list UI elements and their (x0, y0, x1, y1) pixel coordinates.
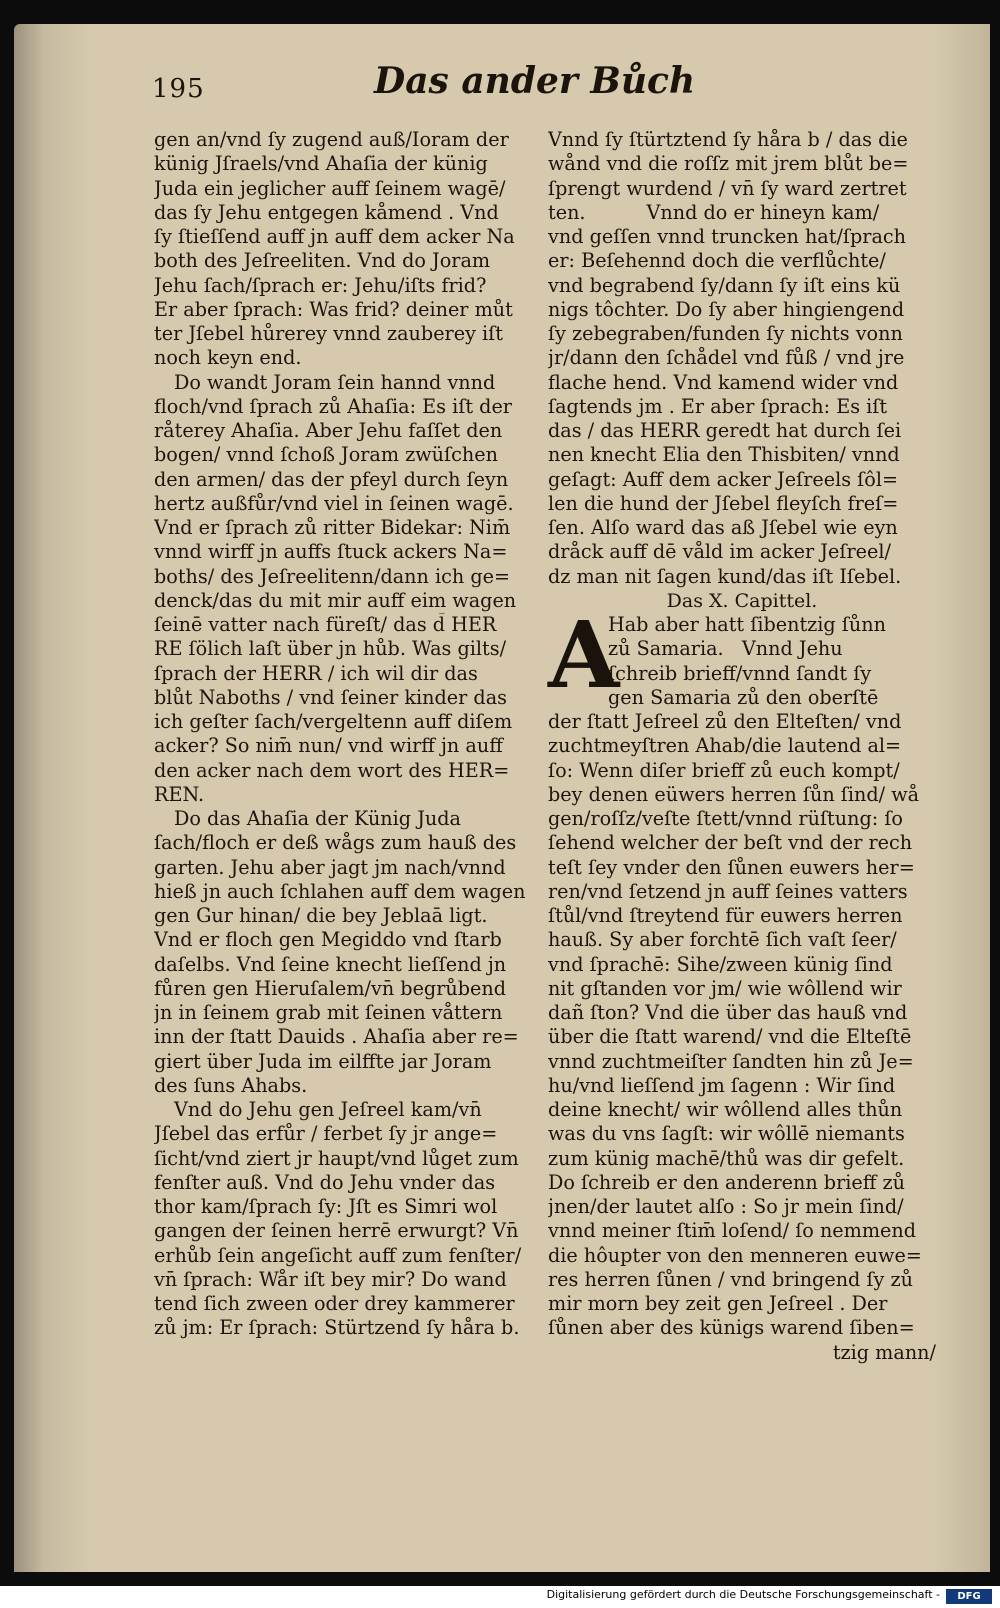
text-line: gen Gur hinan/ die bey Jeblaā ligt. (154, 904, 488, 927)
text-line: hertz außfůr/vnd viel in ſeinen wagē. (154, 491, 514, 515)
text-line: mir morn bey zeit gen Jeſreel . Der (548, 1292, 888, 1315)
text-line: ſo: Wenn diſer brieff zů euch kompt/ (548, 758, 900, 782)
text-line: den armen/ das der pfeyl durch ſeyn (154, 467, 509, 491)
book-page (14, 24, 990, 1572)
text-line: des ſuns Ahabs. (154, 1073, 308, 1097)
text-line: REN. (154, 782, 205, 806)
text-line: künig Jſraels/vnd Ahaſia der künig (154, 152, 488, 176)
text-line: gen Samaria zů den oberſtē (608, 685, 879, 709)
text-line: ſagtends jm . Er aber ſprach: Es iſt (548, 394, 888, 418)
text-line: nigs tôchter. Do ſy aber hingiengend (548, 297, 905, 321)
text-line: jnen/der lautet alſo : So jr mein ſind/ (548, 1195, 904, 1218)
text-line: über die ſtatt warend/ vnd die Elteſtē (548, 1025, 912, 1049)
running-head: Das ander Bůch (374, 60, 696, 102)
text-line: nit gſtanden vor jm/ wie wôllend wir (548, 976, 902, 1000)
text-line: thor kam/ſprach ſy: Jſt es Simri wol (154, 1195, 498, 1218)
text-line: dråck auff dē våld im acker Jeſreel/ (548, 540, 891, 564)
text-line: deine knecht/ wir wôllend alles thůn (548, 1098, 903, 1121)
text-line: dz man nit ſagen kund/das iſt Iſebel. (548, 564, 902, 588)
text-line: die hôupter von den menneren euwe= (548, 1243, 922, 1267)
text-line: den acker nach dem wort des HER= (154, 758, 510, 782)
text-line: ſicht/vnd ziert jr haupt/vnd lůget zum (154, 1146, 519, 1170)
text-line: ſchreib brieff/vnnd ſandt ſy (608, 661, 872, 685)
text-line: bey denen eüwers herren ſůn ſind/ wå (548, 782, 920, 806)
text-line: ſeinē vatter nach füreſt/ das d̄ HER (154, 613, 497, 636)
text-line: dañ ſton? Vnd die über das hauß vnd (548, 1001, 908, 1024)
text-line: teſt ſey vnder den ſůnen euwers her= (548, 855, 915, 879)
text-line: Er aber ſprach: Was frid? deiner můt (154, 297, 513, 321)
text-line: das ſy Jehu entgegen kåmend . Vnd (154, 200, 499, 224)
text-line: vnd begrabend ſy/dann ſy iſt eins kü (548, 273, 901, 297)
text-line: both des Jeſreeliten. Vnd do Joram (154, 249, 491, 273)
left-text-column (154, 128, 530, 1341)
text-line: zuchtmeyſtren Ahab/die lautend al= (548, 734, 902, 758)
text-line: jn in ſeinem grab mit ſeinen våttern (154, 1001, 503, 1024)
drop-cap-paragraph (548, 601, 936, 710)
text-line: Do ſchreib er den anderenn brieff zů (548, 1170, 905, 1194)
drop-cap-letter: A (548, 601, 620, 709)
text-line: daſelbs. Vnd ſeine knecht lieſſend jn (154, 952, 507, 976)
text-line: blůt Naboths / vnd ſeiner kinder das (154, 685, 507, 709)
text-line: ſach/floch er deß wågs zum hauß des (154, 831, 517, 855)
text-line: ten. Vnnd do er hineyn kam/ (548, 200, 880, 224)
text-line: Juda ein jeglicher auff ſeinem wagē/ (154, 176, 506, 200)
text-line: vnnd zuchtmeiſter ſandten hin zů Je= (548, 1049, 914, 1073)
text-line: denck/das du mit mir auff eim wagen (154, 588, 517, 612)
text-line: acker? So nim̄ nun/ vnd wirff jn auff (154, 734, 503, 758)
text-line: tend ſich zween oder drey kammerer (154, 1292, 515, 1315)
text-line: giert über Juda im eilffte jar Joram (154, 1049, 492, 1073)
text-line: Vnd er ſprach zů ritter Bidekar: Nim̄ (154, 516, 511, 539)
text-line: boths/ des Jeſreelitenn/dann ich ge= (154, 564, 511, 588)
text-line: zum künig machē/thů was dir gefelt. (548, 1146, 905, 1170)
text-line: ſy zebegraben/funden ſy nichts vonn (548, 322, 903, 345)
text-line: ſehend welcher der beſt vnd der rech (548, 831, 913, 855)
text-line: Jehu ſach/ſprach er: Jehu/iſts frid? (154, 273, 487, 297)
dfg-logo: DFG (946, 1589, 992, 1604)
funding-credit: Digitalisierung gefördert durch die Deutsche Forschungsgemeinschaft - (546, 1588, 940, 1601)
text-line: nen knecht Elia den Thisbiten/ vnnd (548, 443, 900, 467)
text-line: ter Jſebel hůrerey vnnd zauberey iſt (154, 322, 503, 345)
text-line: gangen der ſeinen herrē erwurgt? Vn̄ (154, 1219, 519, 1243)
text-line: gen/roſſz/veſte ſtett/vnnd rüſtung: ſo (548, 807, 903, 830)
text-line: Vnd do Jehu gen Jeſreel kam/vn̄ (174, 1098, 482, 1121)
text-line: was du vns ſagſt: wir wôllē niemants (548, 1122, 905, 1146)
text-line: erhůb ſein angeſicht auff zum fenſter/ (154, 1243, 522, 1267)
text-line: Do das Ahaſia der Künig Juda (174, 807, 461, 830)
text-line: res herren ſůnen / vnd bringend ſy zů (548, 1267, 913, 1291)
text-line: flache hend. Vnd kamend wider vnd (548, 370, 899, 394)
text-line: ſy ſtieſſend auff jn auff dem acker Na (154, 225, 515, 248)
footer-bar (0, 1586, 1000, 1608)
text-line: Jſebel das erfůr / ferbet ſy jr ange= (154, 1122, 498, 1146)
text-line: das / das HERR geredt hat durch ſei (548, 419, 902, 442)
page-header (14, 58, 990, 118)
text-line: vnnd meiner ſtim̄ loſend/ ſo nemmend (548, 1219, 917, 1243)
text-line: ich geſter ſach/vergeltenn auff diſem (154, 710, 513, 733)
text-line: jr/dann den ſchådel vnd fůß / vnd jre (548, 346, 905, 370)
text-line: gen an/vnd ſy zugend auß/Ioram der (154, 128, 509, 151)
text-line: fenſter auß. Vnd do Jehu vnder das (154, 1170, 496, 1194)
text-line: ſtůl/vnd ſtreytend für euwers herren (548, 904, 903, 927)
text-line: geſagt: Auff dem acker Jeſreels ſôl= (548, 467, 899, 491)
text-line: vn̄ ſprach: Wår iſt bey mir? Do wand (154, 1267, 507, 1291)
text-line: ſůnen aber des künigs warend ſiben= (548, 1316, 915, 1340)
text-line: der ſtatt Jeſreel zů den Elteſten/ vnd (548, 710, 902, 733)
text-line: noch keyn end. (154, 346, 302, 370)
text-line: hu/vnd lieſſend jm ſagenn : Wir ſind (548, 1073, 896, 1097)
text-line: zů Samaria. Vnnd Jehu (608, 637, 843, 661)
text-line: inn der ſtatt Dauids . Ahaſia aber re= (154, 1025, 519, 1049)
text-line: fůren gen Hieruſalem/vn̄ begrůbend (154, 976, 507, 1000)
text-line: råterey Ahaſia. Aber Jehu faſſet den (154, 419, 503, 442)
text-line: wånd vnd die roſſz mit jrem blůt be= (548, 152, 909, 176)
text-line: Vnnd ſy ſtürtztend ſy håra b / das die (548, 128, 908, 151)
text-line: ren/vnd ſetzend jn auff ſeines vatters (548, 879, 908, 903)
text-line: vnd geſſen vnnd truncken hat/ſprach (548, 225, 907, 248)
text-line: bogen/ vnnd ſchoß Joram zwüſchen (154, 443, 498, 467)
text-line: er: Beſehennd doch die verflůchte/ (548, 249, 886, 273)
text-line: Do wandt Joram ſein hannd vnnd (174, 370, 496, 394)
text-line: vnnd wirff jn auffs ſtuck ackers Na= (154, 540, 508, 564)
text-line: ſen. Alſo ward das aß Jſebel wie eyn (548, 516, 898, 539)
text-line: floch/vnd ſprach zů Ahaſia: Es iſt der (154, 394, 512, 418)
text-line: RE ſölich laſt über jn hůb. Was gilts/ (154, 637, 507, 661)
text-line: ſprengt wurdend / vn̄ ſy ward zertret (548, 176, 907, 200)
catchword: tzig mann/ (832, 1340, 936, 1364)
text-line: hieß jn auch ſchlahen auff dem wagen (154, 879, 526, 903)
text-line: zů jm: Er ſprach: Stürtzend ſy håra b. (154, 1316, 520, 1340)
text-line: garten. Jehu aber jagt jm nach/vnnd (154, 855, 506, 879)
chapter-heading: Das X. Capittel. (666, 589, 818, 612)
text-line: vnd ſprachē: Sihe/zween künig ſind (548, 952, 893, 976)
page-number: 195 (152, 74, 205, 104)
text-line: Vnd er floch gen Megiddo vnd ſtarb (154, 928, 502, 952)
text-line: hauß. Sy aber forchtē ſich vaſt ſeer/ (548, 928, 897, 952)
text-line: len die hund der Jſebel fleyſch freſ= (548, 491, 899, 515)
text-line: ſprach der HERR / ich wil dir das (154, 661, 478, 685)
right-text-column (548, 128, 936, 1365)
text-line: Hab aber hatt ſibentzig ſůnn (608, 613, 886, 636)
